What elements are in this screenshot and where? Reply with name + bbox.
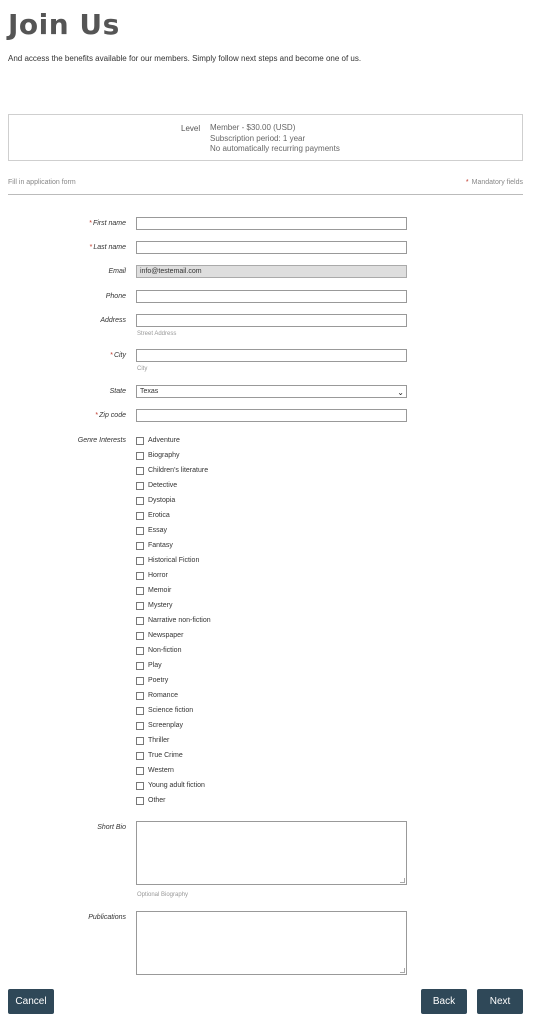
genre-label: Western	[148, 767, 174, 774]
genre-checkbox[interactable]	[136, 572, 144, 580]
address-input[interactable]	[136, 314, 407, 327]
short-bio-textarea[interactable]	[136, 821, 407, 885]
level-period: Subscription period: 1 year	[210, 133, 306, 143]
state-select[interactable]	[136, 385, 407, 398]
genre-checkbox[interactable]	[136, 557, 144, 565]
genre-checkbox[interactable]	[136, 677, 144, 685]
mandatory-star: *	[465, 179, 469, 186]
genre-label: Children's literature	[148, 467, 209, 474]
genre-checkbox[interactable]	[136, 617, 144, 625]
genre-checkbox[interactable]	[136, 797, 144, 805]
genre-label: Romance	[148, 692, 178, 699]
genre-label: Play	[148, 662, 162, 669]
genre-checkbox[interactable]	[136, 497, 144, 505]
city-input[interactable]	[136, 349, 407, 362]
genre-checkbox[interactable]	[136, 647, 144, 655]
genre-label: Poetry	[148, 677, 169, 684]
resize-grip-icon[interactable]	[400, 968, 405, 973]
short-bio-hint: Optional Biography	[137, 892, 189, 898]
genre-checkbox[interactable]	[136, 752, 144, 760]
genre-checkbox[interactable]	[136, 452, 144, 460]
genre-label: Mystery	[148, 602, 173, 609]
required-marker: *	[95, 412, 99, 419]
divider	[8, 194, 523, 195]
genre-checkbox[interactable]	[136, 707, 144, 715]
state-label: State	[109, 388, 126, 395]
intro-text: And access the benefits available for our members. Simply follow next steps and become one of us.	[8, 54, 362, 63]
resize-grip-icon[interactable]	[400, 878, 405, 883]
phone-input[interactable]	[136, 290, 407, 303]
state-selected-value: Texas	[140, 388, 159, 395]
level-values	[210, 123, 340, 155]
email-input[interactable]: info@testemail.com	[136, 265, 407, 278]
genre-checkbox[interactable]	[136, 737, 144, 745]
level-label: Level	[181, 124, 201, 133]
genre-checkbox[interactable]	[136, 782, 144, 790]
city-label	[110, 352, 126, 359]
genre-label: Historical Fiction	[148, 557, 200, 564]
city-label-text: City	[113, 352, 126, 359]
genre-label: Detective	[148, 482, 178, 489]
genre-label: Other	[148, 797, 166, 804]
city-hint: City	[137, 366, 148, 372]
last-name-label	[90, 244, 126, 251]
genre-checkbox[interactable]	[136, 437, 144, 445]
genre-checkbox[interactable]	[136, 632, 144, 640]
genre-label: Dystopia	[148, 497, 176, 504]
first-name-label-text: First name	[92, 220, 126, 227]
level-price: Member - $30.00 (USD)	[210, 123, 296, 132]
genre-interests-label: Genre Interests	[77, 437, 126, 444]
genre-label: Thriller	[148, 737, 170, 744]
address-label: Address	[100, 317, 126, 324]
genre-checkbox[interactable]	[136, 602, 144, 610]
genre-checkbox[interactable]	[136, 542, 144, 550]
genre-label: Fantasy	[148, 542, 173, 549]
genre-label: Non-fiction	[148, 647, 182, 654]
chevron-down-icon: ⌄	[397, 388, 404, 397]
mandatory-note	[466, 179, 523, 186]
genre-checkbox[interactable]	[136, 767, 144, 775]
level-box	[8, 114, 523, 161]
fill-form-label: Fill in application form	[8, 179, 76, 186]
email-label: Email	[108, 268, 126, 275]
address-hint: Street Address	[137, 331, 177, 337]
page-title: Join Us	[8, 8, 120, 41]
first-name-input[interactable]	[136, 217, 407, 230]
genre-checkbox[interactable]	[136, 527, 144, 535]
zip-code-input[interactable]	[136, 409, 407, 422]
zip-code-label	[95, 412, 126, 419]
phone-label: Phone	[105, 293, 126, 300]
genre-checkbox[interactable]	[136, 587, 144, 595]
last-name-label-text: Last name	[93, 244, 126, 251]
mandatory-label: Mandatory fields	[471, 179, 523, 186]
required-marker: *	[110, 352, 113, 359]
genre-label: Horror	[148, 572, 168, 579]
short-bio-label: Short Bio	[97, 824, 126, 831]
required-marker: *	[89, 244, 93, 251]
back-button[interactable]: Back	[421, 989, 467, 1014]
genre-label: True Crime	[148, 752, 183, 759]
required-marker: *	[89, 220, 92, 227]
genre-label: Essay	[148, 527, 168, 534]
zip-code-label-text: Zip code	[99, 412, 126, 419]
first-name-label	[89, 220, 126, 227]
genre-checkbox[interactable]	[136, 662, 144, 670]
genre-label: Narrative non-fiction	[148, 617, 211, 624]
next-button[interactable]: Next	[477, 989, 523, 1014]
genre-checkbox[interactable]	[136, 692, 144, 700]
last-name-input[interactable]	[136, 241, 407, 254]
genre-label: Erotica	[148, 512, 170, 519]
genre-label: Science fiction	[148, 707, 194, 714]
genre-label: Adventure	[148, 437, 180, 444]
publications-textarea[interactable]	[136, 911, 407, 975]
publications-label: Publications	[88, 914, 126, 921]
genre-label: Biography	[148, 452, 180, 459]
genre-label: Screenplay	[148, 722, 184, 729]
genre-checkbox[interactable]	[136, 482, 144, 490]
cancel-button[interactable]: Cancel	[8, 989, 54, 1014]
genre-label: Young adult fiction	[148, 782, 205, 789]
genre-checkbox[interactable]	[136, 512, 144, 520]
genre-checkbox[interactable]	[136, 467, 144, 475]
genre-label: Memoir	[148, 587, 172, 594]
genre-label: Newspaper	[148, 632, 184, 639]
level-recurring: No automatically recurring payments	[210, 144, 340, 153]
genre-checkbox[interactable]	[136, 722, 144, 730]
